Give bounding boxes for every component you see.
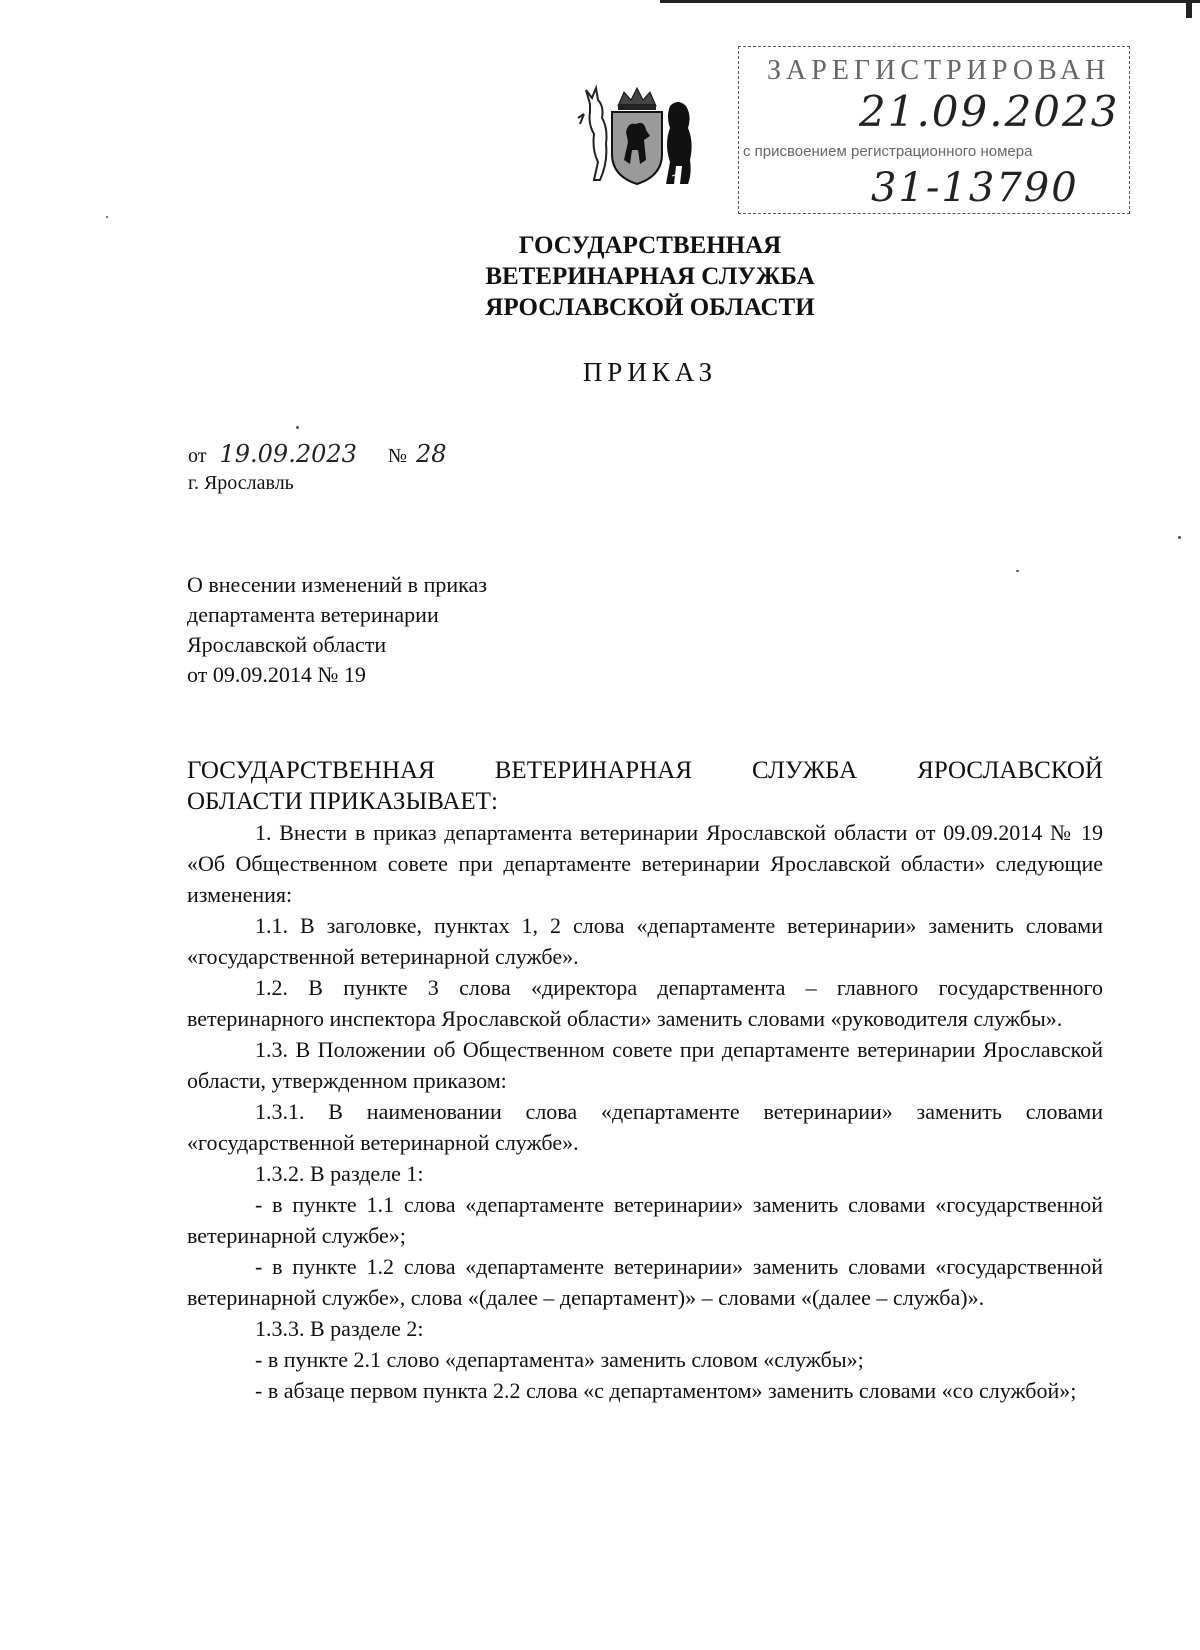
document-type: ПРИКАЗ [582, 357, 718, 387]
opening-word: ГОСУДАРСТВЕННАЯ [187, 757, 435, 784]
paragraph-1-3-1: 1.3.1. В наименовании слова «департаменте ветеринарии» заменить словами «государственной ветеринарной службе». [187, 1099, 1103, 1155]
city: г. Ярославль [188, 472, 294, 494]
stamp-date: 21.09.2023 [859, 87, 1120, 136]
paragraph-1-3-2: 1.3.2. В разделе 1: [255, 1161, 424, 1186]
order-date: 19.09.2023 [219, 440, 357, 468]
stamp-title: ЗАРЕГИСТРИРОВАН [767, 55, 1111, 86]
scan-edge-mark [1186, 0, 1192, 18]
paragraph-1-3-3: 1.3.3. В разделе 2: [255, 1316, 424, 1341]
scan-speck [106, 216, 108, 218]
opening-end: ОБЛАСТИ ПРИКАЗЫВАЕТ: [187, 788, 498, 815]
registration-stamp [738, 46, 1130, 214]
scan-speck [1016, 570, 1019, 572]
from-label: от [188, 445, 207, 467]
order-subject [187, 570, 487, 690]
paragraph-1: 1. Внести в приказ департамента ветеринарии Ярославской области от 09.09.2014 № 19 «Об Общественном совете при департаменте ветеринарии Ярославской области» следующие изменения: [187, 820, 1103, 907]
agency-line-2: ВЕТЕРИНАРНАЯ СЛУЖБА [485, 263, 815, 290]
scan-speck [1178, 536, 1181, 539]
paragraph-1-3-2-a: - в пункте 1.1 слова «департаменте ветеринарии» заменить словами «государственной ветеринарной службе»; [187, 1192, 1103, 1248]
paragraph-1-3-3-a: - в пункте 2.1 слово «департамента» заменить словом «службы»; [255, 1347, 864, 1372]
agency-line-3: ЯРОСЛАВСКОЙ ОБЛАСТИ [485, 294, 815, 321]
stamp-registration-number: 31-13790 [871, 165, 1079, 211]
number-label: № [387, 445, 407, 467]
opening-statement [187, 755, 1103, 817]
coat-of-arms-emblem [574, 84, 700, 194]
subject-line-1: О внесении изменений в приказ [187, 572, 487, 597]
agency-line-1: ГОСУДАРСТВЕННАЯ [518, 232, 782, 259]
subject-line-3: Ярославской области [187, 632, 387, 657]
opening-word: ВЕТЕРИНАРНАЯ [494, 757, 692, 784]
paragraph-1-3: 1.3. В Положении об Общественном совете при департаменте ветеринарии Ярославской области, утвержденном приказом: [187, 1037, 1103, 1093]
stamp-note: с присвоением регистрационного номера [743, 143, 1033, 160]
subject-line-2: департамента ветеринарии [187, 602, 439, 627]
order-number: 28 [416, 440, 447, 468]
order-body [187, 755, 1103, 1406]
paragraph-1-1: 1.1. В заголовке, пунктах 1, 2 слова «департаменте ветеринарии» заменить словами «государственной ветеринарной службе». [187, 913, 1103, 969]
paragraph-1-3-2-b: - в пункте 1.2 слова «департаменте ветеринарии» заменить словами «государственной ветеринарной службе», слова «(далее – департамент)» – словами «(далее – служба)». [187, 1254, 1103, 1310]
scan-top-border [660, 0, 1200, 3]
paragraph-1-3-3-b: - в абзаце первом пункта 2.2 слова «с департаментом» заменить словами «со службой»; [255, 1378, 1077, 1403]
paragraph-1-2: 1.2. В пункте 3 слова «директора департамента – главного государственного ветеринарного инспектора Ярославской области» заменить словами «руководителя службы». [187, 975, 1103, 1031]
opening-word: ЯРОСЛАВСКОЙ [917, 757, 1103, 784]
opening-word: СЛУЖБА [751, 757, 858, 784]
agency-name [400, 230, 900, 323]
subject-line-4: от 09.09.2014 № 19 [187, 662, 366, 687]
order-date-line [188, 440, 447, 468]
scan-speck [296, 426, 299, 429]
